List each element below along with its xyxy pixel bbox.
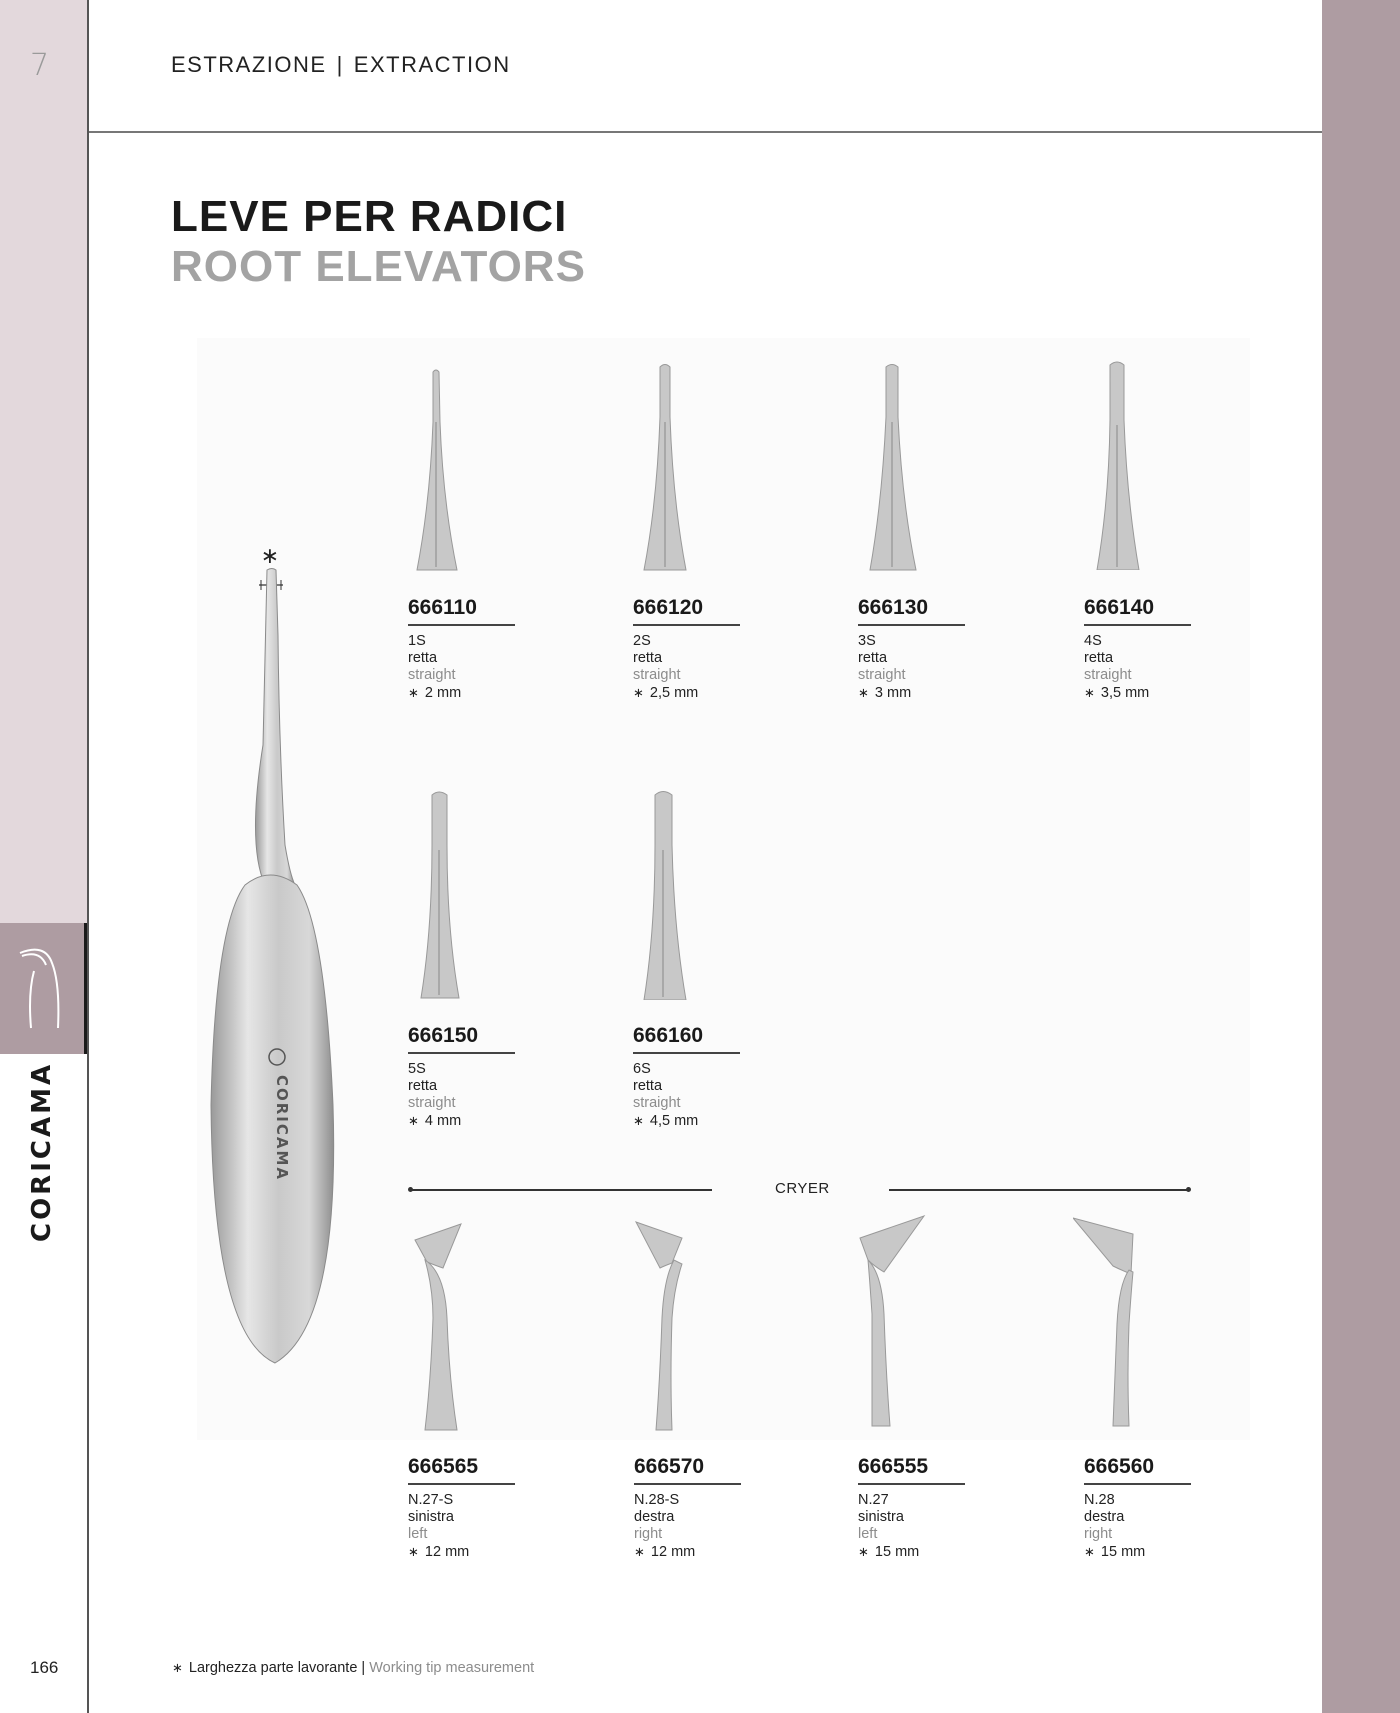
product-card[interactable] [408,596,588,702]
product-code: 666150 [408,1024,515,1054]
page-title-en: ROOT ELEVATORS [171,242,586,291]
measure-symbol: ∗ [1084,685,1095,700]
brand-logo [20,1061,64,1250]
measure-symbol: ∗ [633,1113,644,1128]
chapter-number: 7 [30,48,50,83]
product-type-en: straight [408,667,456,683]
brand-name: CORICAMA [27,1061,57,1242]
tip-image-666560 [1073,1214,1213,1429]
product-card[interactable] [633,1024,813,1130]
product-code: 666120 [633,596,740,626]
product-model: 5S [408,1061,426,1077]
product-code: 666110 [408,596,515,626]
product-type-it: retta [1084,650,1114,666]
product-type-en: left [858,1526,878,1542]
product-type-en: straight [408,1095,456,1111]
handle-engraving: CORICAMA [273,1075,291,1182]
product-type-it: retta [408,1078,438,1094]
section-header [171,52,511,78]
measure-symbol: ∗ [634,1544,645,1559]
tip-image-666120 [620,362,760,572]
product-card[interactable] [1084,596,1264,702]
tip-image-666130 [848,362,988,572]
footnote-en: Working tip measurement [369,1660,535,1676]
measure-symbol: ∗ [858,1544,869,1559]
product-type-en: straight [633,667,681,683]
elevator-section-icon [0,923,84,1054]
product-type-en: left [408,1526,428,1542]
product-type-en: straight [633,1095,681,1111]
product-model: 3S [858,633,876,649]
header-it: ESTRAZIONE [171,52,327,77]
product-model: 4S [1084,633,1102,649]
header-separator: | [336,52,344,77]
measure-symbol: ∗ [408,1544,419,1559]
page-title-it: LEVE PER RADICI [171,192,568,241]
product-code: 666570 [634,1455,741,1485]
product-tip-width: 12 mm [650,1544,696,1560]
product-card[interactable] [858,596,1038,702]
measure-symbol: ∗ [1084,1544,1095,1559]
section-tab[interactable] [0,923,88,1054]
product-type-it: destra [1084,1509,1125,1525]
product-type-en: right [634,1526,663,1542]
tip-image-666140 [1073,360,1213,570]
product-type-it: retta [633,650,663,666]
product-model: N.28 [1084,1492,1115,1508]
margin-divider [87,0,89,1713]
measure-symbol: ∗ [408,685,419,700]
svg-text:∗: ∗ [260,545,280,569]
product-type-en: right [1084,1526,1113,1542]
tip-image-666570 [620,1218,760,1433]
product-card[interactable] [633,596,813,702]
divider-line-left [410,1189,712,1191]
measure-symbol: ∗ [858,685,869,700]
product-model: N.27 [858,1492,889,1508]
product-tip-width: 3 mm [874,685,912,701]
product-code: 666555 [858,1455,965,1485]
product-tip-width: 15 mm [1100,1544,1146,1560]
footnote-it: Larghezza parte lavorante [188,1660,358,1676]
measure-symbol: ∗ [172,1660,183,1675]
product-type-it: destra [634,1509,675,1525]
elevator-handle-image [205,545,340,1365]
product-card[interactable] [408,1455,588,1561]
product-tip-width: 15 mm [874,1544,920,1560]
product-type-en: straight [858,667,906,683]
product-card[interactable] [858,1455,1038,1561]
product-code: 666140 [1084,596,1191,626]
measure-symbol: ∗ [408,1113,419,1128]
tip-image-666150 [395,790,535,1000]
product-model: 2S [633,633,651,649]
chapter-band [0,0,88,923]
product-model: 1S [408,633,426,649]
header-rule [89,131,1322,133]
divider-dot [1186,1187,1191,1192]
product-tip-width: 3,5 mm [1100,685,1150,701]
product-tip-width: 4,5 mm [649,1113,699,1129]
product-tip-width: 4 mm [424,1113,462,1129]
product-type-it: retta [633,1078,663,1094]
product-code: 666130 [858,596,965,626]
tip-image-666555 [848,1214,988,1429]
cryer-label: CRYER [775,1180,830,1197]
product-type-en: straight [1084,667,1132,683]
product-model: 6S [633,1061,651,1077]
product-code: 666565 [408,1455,515,1485]
divider-line-right [889,1189,1189,1191]
product-type-it: retta [858,650,888,666]
product-card[interactable] [634,1455,814,1561]
tip-image-666110 [395,362,535,572]
header-en: EXTRACTION [353,52,511,77]
tip-image-666160 [620,790,760,1000]
product-tip-width: 2 mm [424,685,462,701]
cryer-divider [408,1180,1190,1200]
product-tip-width: 2,5 mm [649,685,699,701]
page-number: 166 [30,1658,59,1677]
product-type-it: sinistra [408,1509,454,1525]
product-card[interactable] [1084,1455,1264,1561]
right-margin-band [1322,0,1400,1713]
footnote [172,1660,534,1676]
product-tip-width: 12 mm [424,1544,470,1560]
product-code: 666560 [1084,1455,1191,1485]
tip-image-666565 [395,1218,535,1433]
product-type-it: sinistra [858,1509,904,1525]
product-code: 666160 [633,1024,740,1054]
product-model: N.27-S [408,1492,454,1508]
product-card[interactable] [408,1024,588,1130]
product-type-it: retta [408,650,438,666]
product-model: N.28-S [634,1492,680,1508]
footnote-separator: | [361,1660,366,1676]
measure-symbol: ∗ [633,685,644,700]
